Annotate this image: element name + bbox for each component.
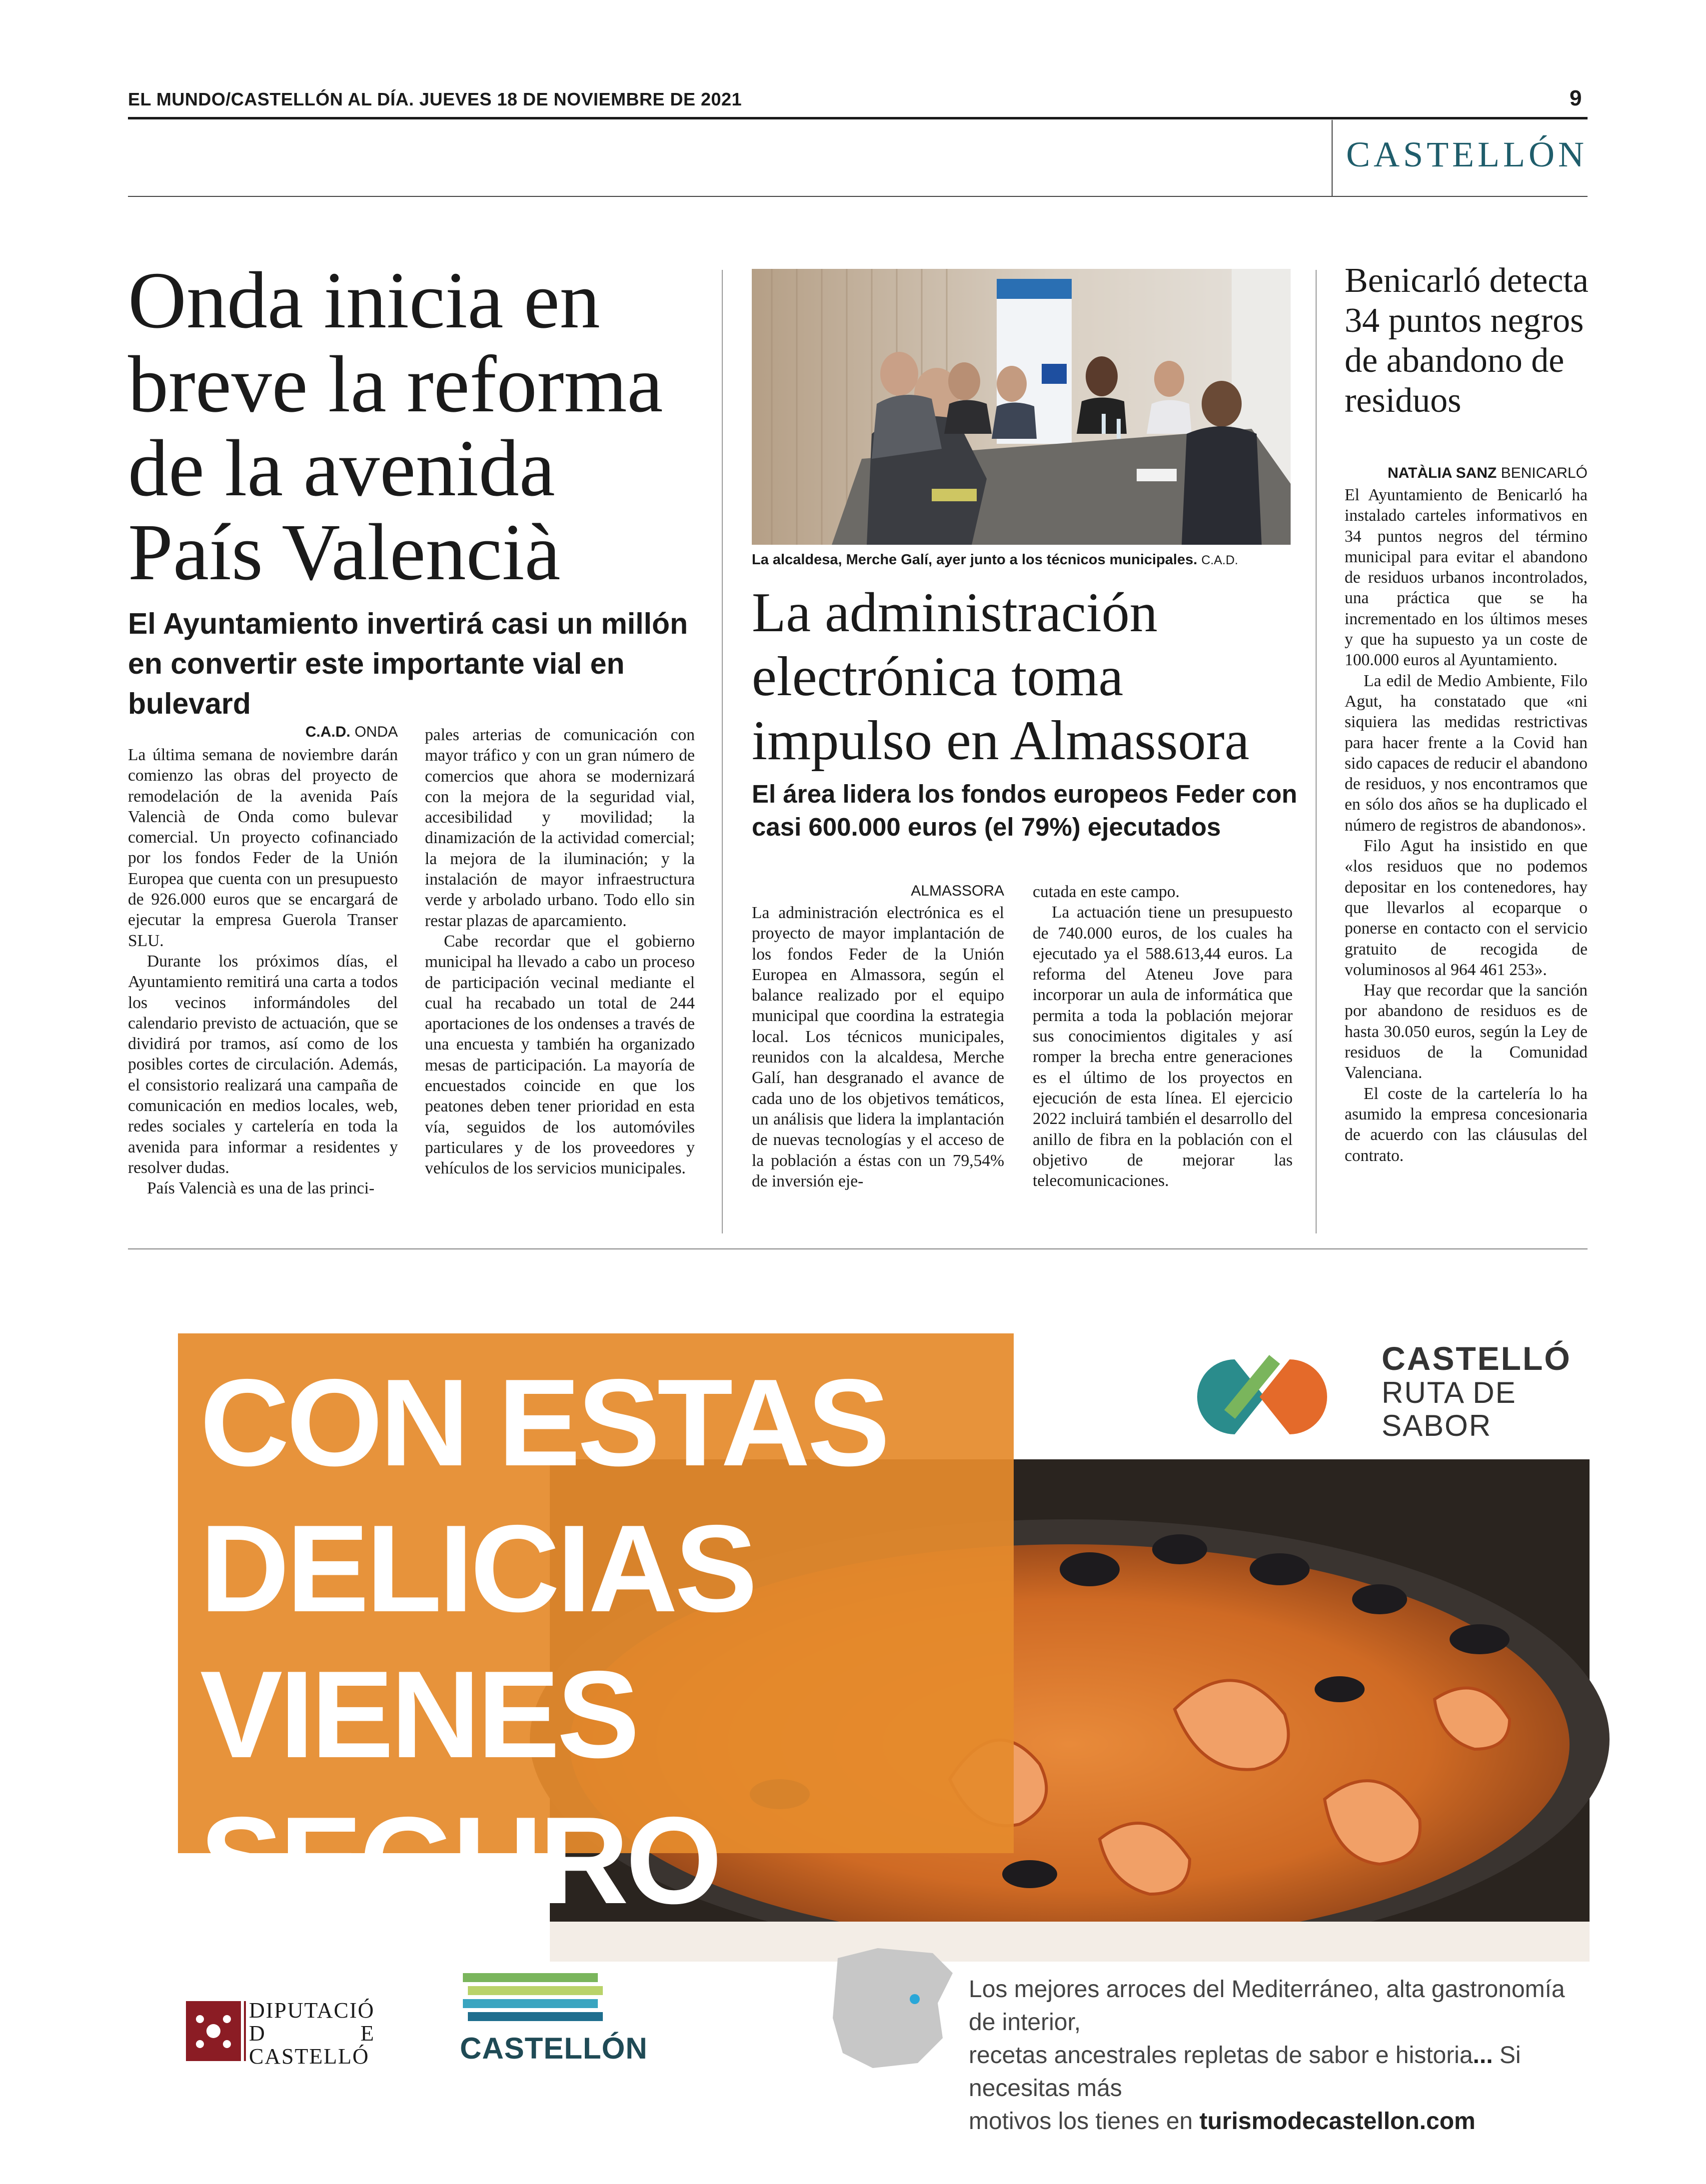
diputacio-d: D	[249, 2021, 265, 2046]
meeting-photo	[752, 269, 1291, 545]
paragraph: Filo Agut ha insistido en que «los residuos que no podemos depositar en los contenedores, hay que llevarlos al ecoparque o ponerse en contacto con el servicio gratuito de recogida de voluminosos al 964 461 253».	[1345, 837, 1588, 979]
tagline-line-3	[969, 2105, 1589, 2138]
tagline-ellipsis: ...	[1473, 2042, 1493, 2069]
paragraph: El Ayuntamiento de Benicarló ha instalado carteles informativos en 34 puntos negros del término municipal para evitar el abandono de residuos urbanos incontrolados, una práctica que se ha incrementado en los últimos meses y que ha supuesto ya un coste de 100.000 euros al Ayuntamiento.	[1345, 486, 1588, 670]
article2-column-1	[752, 903, 1004, 1191]
article3-location: BENICARLÓ	[1501, 465, 1588, 481]
tagline-line-2-text: recetas ancestrales repletas de sabor e historia	[969, 2042, 1473, 2069]
paragraph: La última semana de noviembre darán comienzo las obras del proyecto de remodelación de la avenida País Valencià de Onda como bulevar comercial. Un proyecto cofinanciado por los fondos Feder de la Unión Europea que cuenta con un presupuesto de 926.000 euros que se encargará de ejecutar la empresa Guerola Transer SLU.	[128, 746, 398, 950]
brand-line-1: CASTELLÓ	[1382, 1340, 1572, 1377]
ad-headline-line: DELICIAS VIENES	[200, 1499, 755, 1784]
article1-column-2	[425, 725, 695, 1179]
article2-headline: La administración electrónica toma impulso en Almassora	[752, 582, 1250, 772]
paragraph: La administración electrónica es el proyecto de mayor implantación de los fondos Feder de la Unión Europea en Almassora, según el balance realizado por el equipo municipal que coordina la estrategia local. Los técnicos municipales, reunidos con la alcaldesa, Merche Galí, han desgranado el avance de cada uno de los objetivos temáticos, un análisis que lidera la implantación de nuevas tecnologías y el acceso de la población a éstas con un 79,54% de inversión eje-	[752, 904, 1004, 1190]
ad-headline-line: CON ESTAS	[200, 1353, 887, 1492]
masthead-rule	[128, 117, 1588, 119]
tagline-line-2	[969, 2039, 1589, 2105]
article1-column-1	[128, 745, 398, 1199]
castellon-logo	[460, 2031, 648, 2066]
diputacio-e: E	[360, 2021, 374, 2046]
article3-byline	[1345, 465, 1588, 482]
paragraph: País Valencià es una de las princi-	[147, 1179, 375, 1198]
diputacio-line-1: DIPUTACIÓ	[249, 1998, 375, 2023]
brand-line-3: SABOR	[1382, 1409, 1492, 1442]
article3-column	[1345, 485, 1588, 1166]
paragraph: Cabe recordar que el gobierno municipal ha llevado a cabo un proceso de participación vecinal mediante el cual ha recabado un total de 244 aportaciones de los ondenses a través de una encuesta y también ha organizado mesas de participación. La mayoría de encuestados coincide en que los peatones deben tener prioridad en esta vía, seguidos de los automóviles particulares y de los proveedores y vehículos de los servicios municipales.	[425, 932, 695, 1178]
ruta-de-sabor-logo	[1382, 1340, 1572, 1442]
paragraph: Durante los próximos días, el Ayuntamiento remitirá una carta a todos los vecinos informándoles del calendario previsto de actuación, que se dividirá por tramos, así como de los posibles cortes de circulación. Además, el consistorio realizará una campaña de comunicación en medios locales, web, redes sociales y cartelería en toda la avenida para informar a residentes y resolver dudas.	[128, 952, 398, 1177]
diputacio-line-3: CASTELLÓ	[249, 2044, 369, 2069]
castellon-logo-text: CASTELLÓN	[460, 2032, 648, 2065]
ad-headline-line: SEGURO	[200, 1791, 719, 1930]
meeting-photo-image	[752, 269, 1291, 545]
article2-subhead: El área lidera los fondos europeos Feder con casi 600.000 euros (el 79%) ejecutados	[752, 780, 1298, 841]
diputacio-logo	[249, 1999, 375, 2068]
tagline-line-2-end: Si necesitas más	[969, 2042, 1521, 2102]
paragraph: pales arterias de comunicación con mayor tráfico y con un gran número de comercios que ahora se modernizará con la mejora de la seguridad vial, accesibilidad y movilidad; la dinamización de la actividad comercial; la mejora de la iluminación; y la instalación de mayor infraestructura verde y arbolado urbano. Todo ello sin restar plazas de aparcamiento.	[425, 726, 695, 930]
article3-headline: Benicarló detecta 34 puntos negros de abandono de residuos	[1345, 261, 1589, 420]
column-separator	[722, 270, 723, 1233]
article1-byline	[128, 724, 398, 741]
brand-line-2: RUTA DE	[1382, 1376, 1517, 1409]
tagline-line-3-text: motivos los tienes en	[969, 2108, 1200, 2135]
publication-dateline: EL MUNDO/CASTELLÓN AL DÍA. JUEVES 18 DE NOVIEMBRE DE 2021	[128, 89, 742, 109]
section-title: CASTELLÓN	[1346, 134, 1588, 174]
article2-byline	[752, 883, 1004, 900]
tagline-line-1: Los mejores arroces del Mediterráneo, alta gastronomía de interior,	[969, 1976, 1565, 2036]
paragraph: La actuación tiene un presupuesto de 740.000 euros, de los cuales ha ejecutado ya el 588.613,44 euros. La reforma del Ateneu Jove para incorporar un aula de informática que permita a toda la población mejorar sus conocimientos digitales y así romper la brecha entre generaciones es el último de los proyectos en ejecución de esta línea. El ejercicio 2022 incluirá también el desarrollo del anillo de fibra en la población con el objetivo de mejorar las telecomunicaciones.	[1033, 903, 1293, 1190]
tourism-url: turismodecastellon.com	[1199, 2108, 1476, 2135]
photo-credit: C.A.D.	[1201, 553, 1238, 567]
ad-tagline	[969, 1973, 1589, 2138]
photo-caption	[752, 552, 1307, 568]
page-number: 9	[1570, 86, 1582, 110]
paragraph: La edil de Medio Ambiente, Filo Agut, ha constatado que «ni siquiera las medidas restrictivas para hacer frente a la Covid han sido capaces de reducir el abandono de residuos, y nos encontramos que en sólo dos años se ha duplicado el número de registros de abandonos».	[1345, 671, 1588, 835]
article1-headline: Onda inicia en breve la reforma de la avenida País Valencià	[128, 256, 663, 597]
paragraph: Hay que recordar que la sanción por abandono de residuos es de hasta 30.050 euros, según la Ley de residuos de la Comunidad Valenciana.	[1345, 981, 1588, 1083]
paragraph: cutada en este campo.	[1033, 883, 1180, 901]
article2-location: ALMASSORA	[911, 883, 1004, 899]
column-separator	[1316, 270, 1317, 1233]
diputacio-line-2	[249, 2022, 374, 2045]
article1-author: C.A.D.	[305, 724, 350, 740]
paragraph: El coste de la cartelería lo ha asumido la empresa concesionaria de acuerdo con las cláusulas del contrato.	[1345, 1084, 1588, 1165]
article2-column-2	[1033, 882, 1293, 1191]
ad-headline	[200, 1349, 1020, 1933]
section-divider	[1332, 120, 1333, 196]
section-rule	[128, 196, 1588, 197]
article1-location: ONDA	[354, 724, 398, 740]
photo-caption-text: La alcaldesa, Merche Galí, ayer junto a los técnicos municipales.	[752, 552, 1198, 568]
article1-subhead: El Ayuntamiento invertirá casi un millón en convertir este importante vial en bulevard	[128, 607, 688, 720]
article3-author: NATÀLIA SANZ	[1387, 465, 1497, 481]
